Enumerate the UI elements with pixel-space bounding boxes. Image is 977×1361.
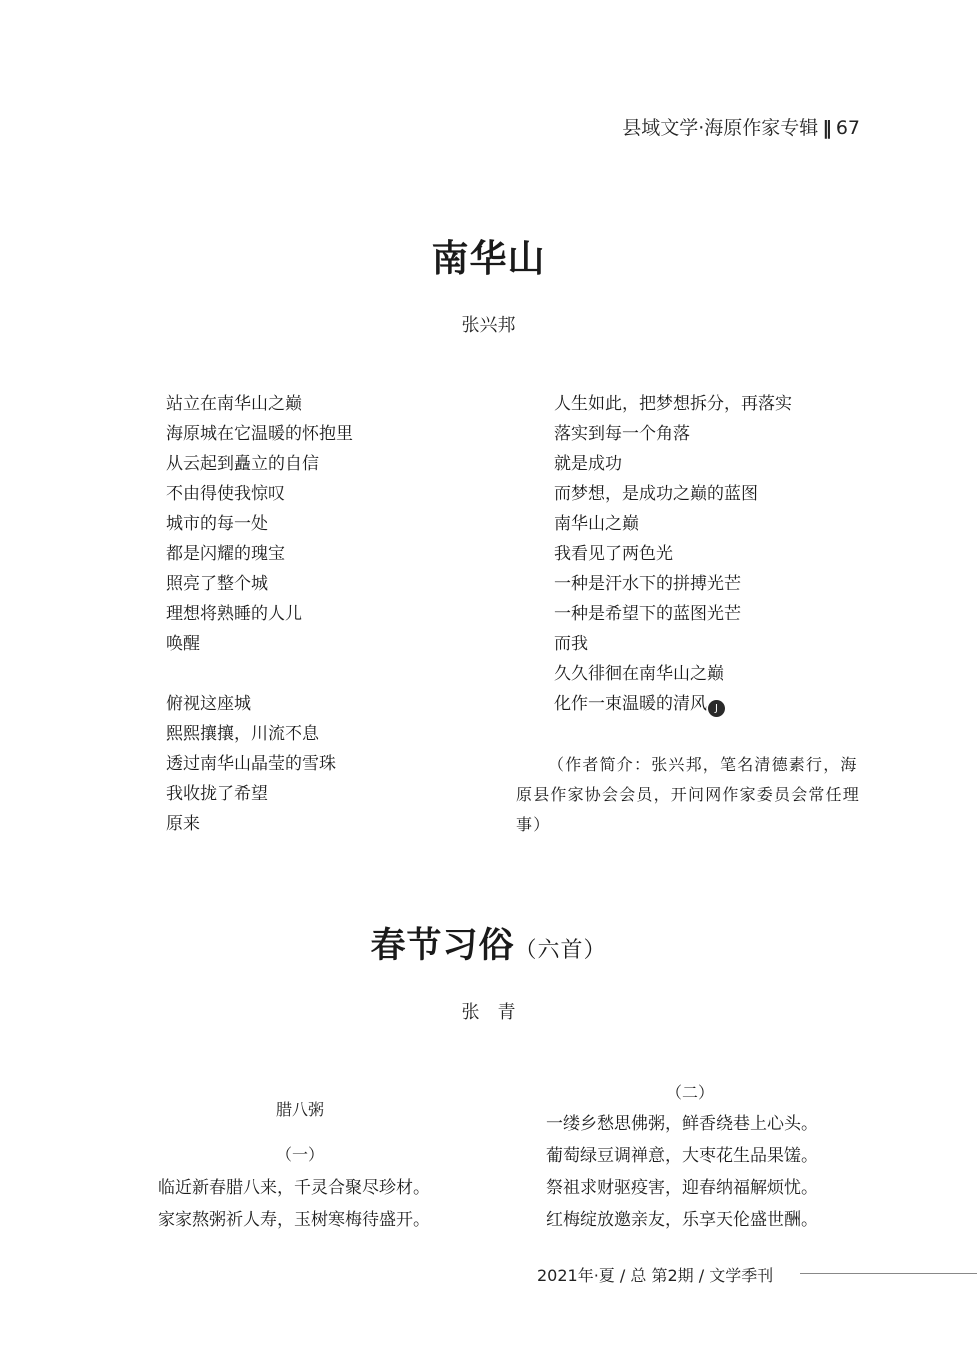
section-number-1: （一） — [275, 1145, 324, 1164]
author-bio: （作者简介：张兴邦，笔名清德素行，海原县作家协会会员，开问网作家委员会常任理事） — [516, 755, 861, 834]
poem2-title-suffix: （六首） — [514, 938, 607, 963]
poem-line: 熙熙攘攘，川流不息 — [166, 724, 319, 744]
poem-line: 落实到每一个角落 — [554, 424, 690, 444]
part-title: 腊八粥 — [275, 1100, 324, 1119]
section-2-verse — [546, 1108, 818, 1236]
verse-line: 一缕乡愁思佛粥，鲜香绕巷上心头。 — [546, 1114, 818, 1134]
running-header — [622, 113, 860, 140]
poem-line: 人生如此，把梦想拆分，再落实 — [554, 394, 792, 414]
section-name: 县域文学·海原作家专辑 — [622, 117, 819, 139]
poem1-title: 南华山 — [431, 237, 546, 280]
verse-line: 葡萄绿豆调禅意，大枣花生品果馐。 — [546, 1146, 818, 1166]
end-mark-icon: J — [708, 700, 725, 717]
poem2-title — [0, 918, 977, 968]
poem-line: 站立在南华山之巅 — [166, 394, 302, 414]
poem-line: 透过南华山晶莹的雪珠 — [166, 754, 336, 774]
poem-line: 原来 — [166, 814, 200, 834]
poem-line: 不由得使我惊叹 — [166, 484, 285, 504]
poem-line: 一种是希望下的蓝图光芒 — [554, 604, 741, 624]
poem2-author: 张青 — [461, 1002, 534, 1023]
poem-line: 城市的每一处 — [166, 514, 268, 534]
poem-line: 照亮了整个城 — [166, 574, 268, 594]
footer-issue: 2021年·夏 / 总 第2期 / 文学季刊 — [537, 1266, 774, 1285]
poem-line: 俯视这座城 — [166, 694, 251, 714]
poem1-left-column — [166, 389, 353, 839]
poem-line: 理想将熟睡的人儿 — [166, 604, 302, 624]
poem-line-last — [554, 689, 792, 719]
header-separator: ‖ — [822, 117, 832, 139]
footer-rule — [800, 1273, 977, 1274]
poem-line: 海原城在它温暖的怀抱里 — [166, 424, 353, 444]
page-number: 67 — [835, 117, 860, 139]
poem-line: 都是闪耀的瑰宝 — [166, 544, 285, 564]
poem-line: 我看见了两色光 — [554, 544, 673, 564]
poem-line: 我收拢了希望 — [166, 784, 268, 804]
poem-line: 从云起到矗立的自信 — [166, 454, 319, 474]
verse-line: 红梅绽放邀亲友，乐享天伦盛世酬。 — [546, 1210, 818, 1230]
poem-line: 唤醒 — [166, 634, 200, 654]
poem-line: 一种是汗水下的拼搏光芒 — [554, 574, 741, 594]
poem1-right-column — [554, 389, 792, 719]
poem-line-text: 化作一束温暖的清风 — [554, 694, 707, 714]
verse-line: 家家熬粥祈人寿，玉树寒梅待盛开。 — [158, 1210, 430, 1230]
poem-line: 南华山之巅 — [554, 514, 639, 534]
poem1-author: 张兴邦 — [461, 315, 516, 336]
poem2-title-main: 春节习俗 — [370, 926, 515, 966]
poem-line: 久久徘徊在南华山之巅 — [554, 664, 724, 684]
section-number-2: （二） — [665, 1083, 714, 1102]
section-1-verse — [158, 1172, 430, 1236]
verse-line: 祭祖求财驱疫害，迎春纳福解烦忧。 — [546, 1178, 818, 1198]
poem-line: 而梦想，是成功之巅的蓝图 — [554, 484, 758, 504]
poem-line: 就是成功 — [554, 454, 622, 474]
verse-line: 临近新春腊八来，千灵合聚尽珍材。 — [158, 1178, 430, 1198]
stanza-break — [166, 659, 353, 689]
poem-line: 而我 — [554, 634, 588, 654]
